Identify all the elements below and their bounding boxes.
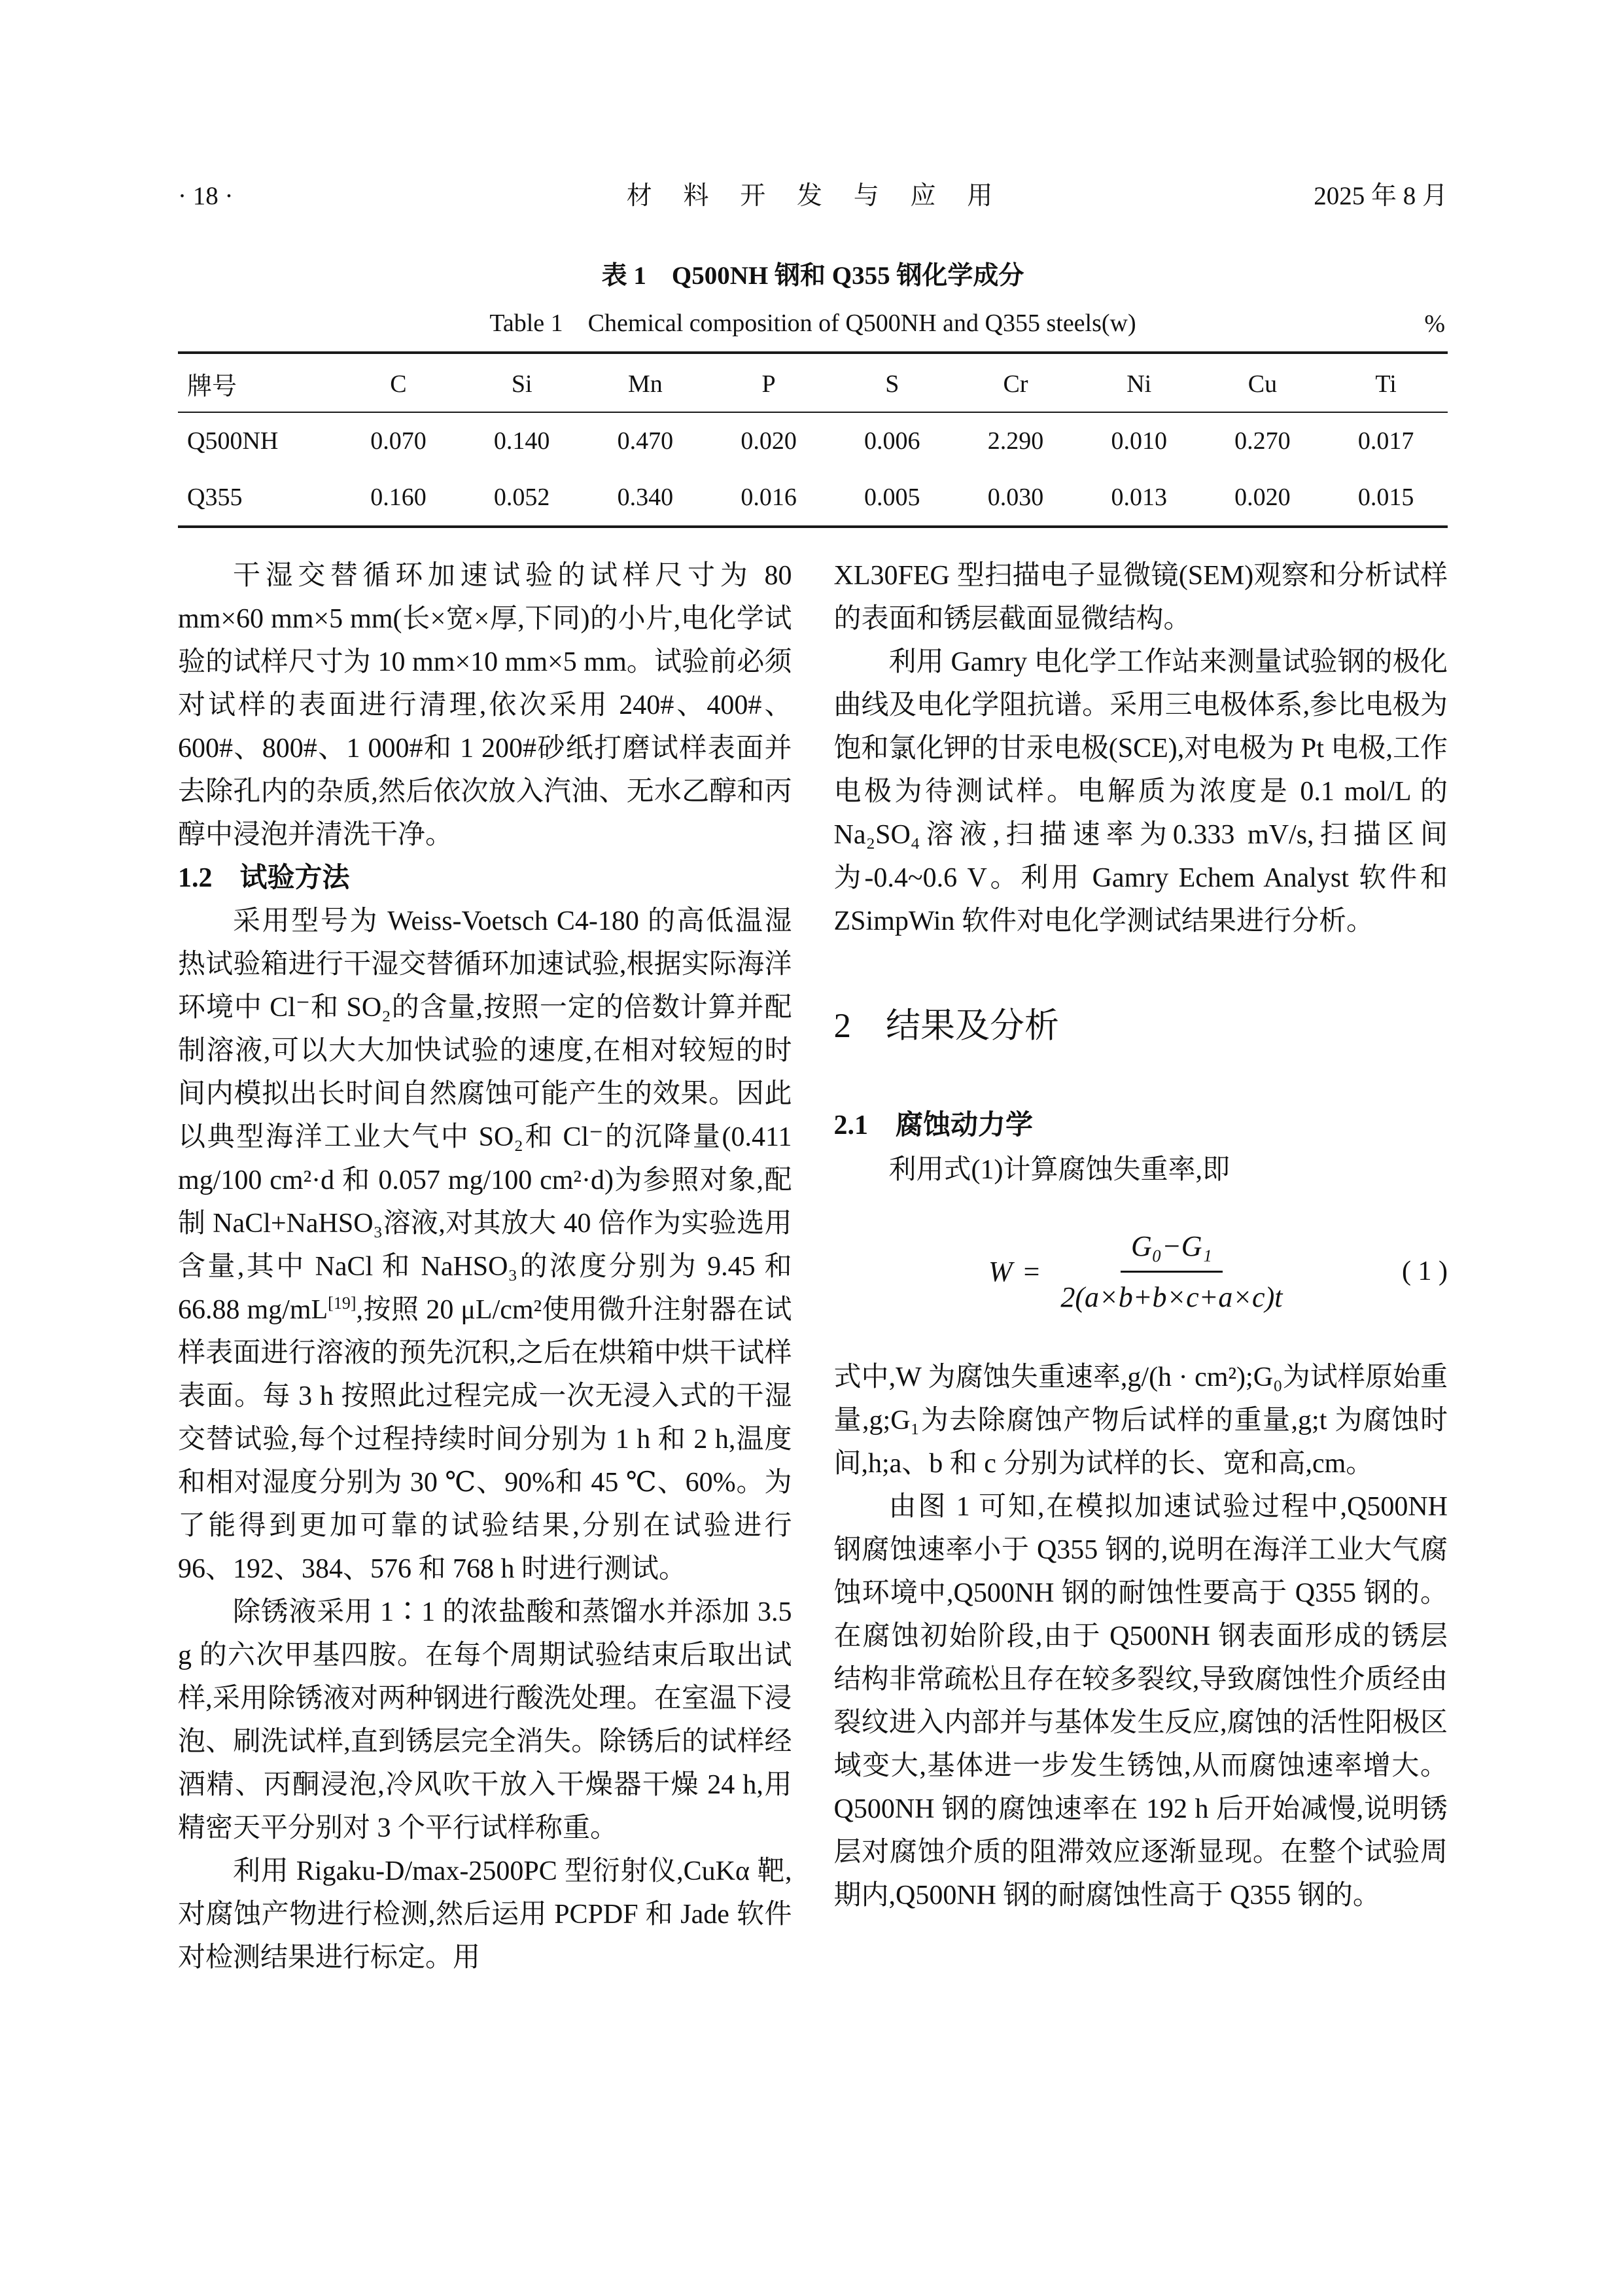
table-cell: 0.270 <box>1234 427 1291 455</box>
table-header-cell: 牌号 <box>178 353 337 412</box>
para-xrd-analysis: 利用 Rigaku-D/max-2500PC 型衍射仪,CuKα 靶,对腐蚀产物进行检测,然后运用 PCPDF 和 Jade 软件对检测结果进行标定。用 <box>178 1856 792 1973</box>
table-header-cell: Si <box>460 353 584 412</box>
fraction <box>1050 1228 1293 1315</box>
para-formula-intro: 利用式(1)计算腐蚀失重率,即 <box>888 1154 1230 1185</box>
table-row <box>178 412 1448 469</box>
section-heading-2-results: 2 结果及分析 <box>833 1007 1059 1045</box>
left-column <box>178 554 792 1979</box>
table-header-cell: Ti <box>1324 353 1448 412</box>
table-cell: 0.017 <box>1357 427 1414 455</box>
para-formula-terms: 式中,W 为腐蚀失重速率,g/(h · cm²);G₀为试样原始重量,g;G₁为去除腐蚀产物后试样的重量,g;t 为腐蚀时间,h;a、b 和 c 分别为试样的长、宽和高,cm。 <box>833 1362 1448 1479</box>
equation-1 <box>834 1228 1448 1315</box>
table-cell: 0.140 <box>493 427 550 455</box>
issue-date: 2025 年 8 月 <box>1314 182 1448 210</box>
table-header-cell: Cu <box>1201 353 1325 412</box>
table-header-cell: P <box>707 353 831 412</box>
fraction-numerator: G₀−G₁ <box>1121 1228 1223 1273</box>
table-cell: 0.160 <box>370 484 427 511</box>
subsection-2-1-corrosion-kinetics: 2.1 腐蚀动力学 <box>833 1110 1034 1140</box>
weight-loss-formula <box>988 1228 1293 1315</box>
table-cell: 0.020 <box>1234 484 1291 511</box>
body-columns <box>178 554 1448 1979</box>
para-accelerated-test-text-b: ,按照 20 μL/cm²使用微升注射器在试样表面进行溶液的预先沉积,之后在烘箱中烘干试样表面。每 3 h 按照此过程完成一次无浸入式的干湿交替试验,每个过程持续时间分别为 1 h 和 2 h,温度和相对湿度分别为 30 ℃、90%和 45 ℃、60%。为了能得到更加可靠的试验结果,分别在试验进行 96、192、384、576 和 768 h 时进行测试。 <box>178 1295 792 1584</box>
table-header-cell: S <box>830 353 954 412</box>
reference-superscript-19: [19] <box>328 1294 357 1313</box>
table-cell: 0.052 <box>493 484 550 511</box>
table-cell: 0.015 <box>1357 484 1414 511</box>
table-header-cell: Mn <box>584 353 707 412</box>
para-specimen-size: 干湿交替循环加速试验的试样尺寸为 80 mm×60 mm×5 mm(长×宽×厚,下同)的小片,电化学试验的试样尺寸为 10 mm×10 mm×5 mm。试验前必须对试样的表面进行清理,依次采用 240#、400#、600#、800#、1 000#和 1 200#砂纸打磨试样表面并去除孔内的杂质,然后依次放入汽油、无水乙醇和丙醇中浸泡并清洗干净。 <box>178 561 792 850</box>
page-number: · 18 · <box>178 182 234 210</box>
table-cell: 2.290 <box>987 427 1044 455</box>
para-rust-removal: 除锈液采用 1∶1 的浓盐酸和蒸馏水并添加 3.5 g 的六次甲基四胺。在每个周期试验结束后取出试样,采用除锈液对两种钢进行酸洗处理。在室温下浸泡、刷洗试样,直到锈层完全消失。除锈后的试样经酒精、丙酮浸泡,冷风吹干放入干燥器干燥 24 h,用精密天平分别对 3 个平行试样称重。 <box>178 1597 792 1843</box>
chemical-composition-table <box>178 351 1448 528</box>
table-cell: 0.005 <box>864 484 920 511</box>
table-cell: 0.006 <box>864 427 920 455</box>
formula-lhs-variable: W <box>988 1255 1013 1288</box>
table-cell: 0.030 <box>987 484 1044 511</box>
table-cell: 0.010 <box>1111 427 1167 455</box>
table-row <box>178 469 1448 527</box>
table-cell: Q355 <box>187 484 243 511</box>
para-accelerated-test-text-a: 采用型号为 Weiss-Voetsch C4-180 的高低温湿热试验箱进行干湿交替循环加速试验,根据实际海洋环境中 Cl⁻和 SO₂的含量,按照一定的倍数计算并配制溶液,可以大大加快试验的速度,在相对较短的时间内模拟出长时间自然腐蚀可能产生的效果。因此以典型海洋工业大气中 SO₂和 Cl⁻的沉降量(0.411 mg/100 cm²·d 和 0.057 mg/100 cm²·d)为参照对象,配制 NaCl+NaHSO₃溶液,对其放大 40 倍作为实验选用含量,其中 NaCl 和 NaHSO₃的浓度分别为 9.45 和 66.88 mg/mL <box>178 906 792 1325</box>
table-cell: Q500NH <box>187 427 279 455</box>
table-caption-en-row <box>178 302 1448 338</box>
para-accelerated-test <box>178 900 792 1591</box>
table-header-cell: C <box>337 353 461 412</box>
table-cell: 0.340 <box>617 484 674 511</box>
journal-title: 材 料 开 发 与 应 用 <box>626 182 1000 210</box>
heading-1-2-test-method: 1.2 试验方法 <box>178 863 350 893</box>
table-header-cell: Cr <box>954 353 1077 412</box>
table-cell: 0.470 <box>617 427 674 455</box>
table-cell: 0.016 <box>741 484 797 511</box>
table-cell: 0.013 <box>1111 484 1167 511</box>
fraction-denominator: 2(a×b+b×c+a×c)t <box>1060 1280 1283 1313</box>
para-electrochemical-test: 利用 Gamry 电化学工作站来测量试验钢的极化曲线及电化学阻抗谱。采用三电极体系,参比电极为饱和氯化钾的甘汞电极(SCE),对电极为 Pt 电极,工作电极为待测试样。电解质为浓度是 0.1 mol/L 的 Na₂SO₄溶液,扫描速率为0.333 mV/s,扫描区间为-0.4~0.6 V。利用 Gamry Echem Analyst 软件和 ZSimpWin 软件对电化学测试结果进行分析。 <box>833 647 1448 936</box>
table-cell: 0.070 <box>370 427 427 455</box>
equation-number: ( 1 ) <box>1402 1256 1448 1286</box>
table-caption-zh: 表 1 Q500NH 钢和 Q355 钢化学成分 <box>601 262 1024 290</box>
table-header-row <box>178 353 1448 412</box>
para-sem-observation: XL30FEG 型扫描电子显微镜(SEM)观察和分析试样的表面和锈层截面显微结构。 <box>833 561 1448 634</box>
para-results-discussion: 由图 1 可知,在模拟加速试验过程中,Q500NH 钢腐蚀速率小于 Q355 钢的,说明在海洋工业大气腐蚀环境中,Q500NH 钢的耐蚀性要高于 Q355 钢的。在腐蚀初始阶段,由于 Q500NH 钢表面形成的锈层结构非常疏松且存在较多裂纹,导致腐蚀性介质经由裂纹进入内部并与基体发生反应,腐蚀的活性阳极区域变大,基体进一步发生锈蚀,从而腐蚀速率增大。Q500NH 钢的腐蚀速率在 192 h 后开始减慢,说明锈层对腐蚀介质的阻滞效应逐渐显现。在整个试验周期内,Q500NH 钢的耐腐蚀性高于 Q355 钢的。 <box>833 1491 1448 1911</box>
table-caption-en: Table 1 Chemical composition of Q500NH and Q355 steels(w) <box>489 309 1136 337</box>
formula-equals-sign: = <box>1021 1255 1041 1288</box>
table-header-cell: Ni <box>1077 353 1201 412</box>
table-cell: 0.020 <box>741 427 797 455</box>
table-unit-label: % <box>1424 310 1445 338</box>
running-head <box>178 175 1448 212</box>
right-column <box>834 554 1448 1979</box>
